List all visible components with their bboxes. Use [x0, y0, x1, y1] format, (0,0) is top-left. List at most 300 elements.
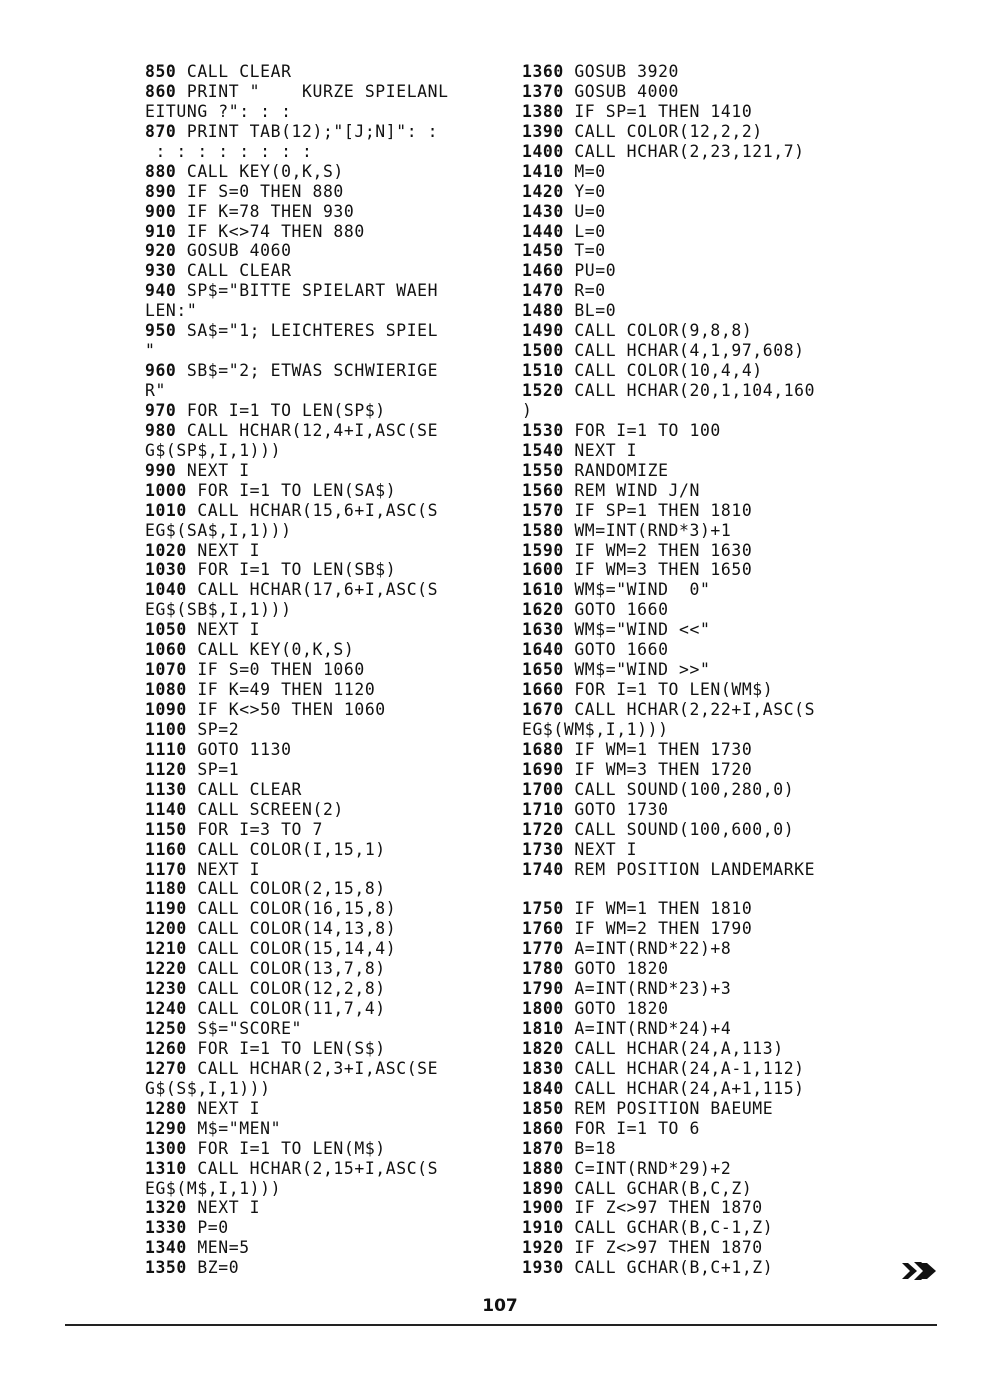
code-text: IF WM=1 THEN 1810 [563, 899, 753, 919]
code-text: CALL COLOR(13,7,8) [186, 959, 386, 979]
line-number: 1710 [522, 799, 564, 819]
line-number: 880 [145, 161, 177, 181]
code-text: CALL HCHAR(24,A-1,112) [563, 1058, 805, 1078]
code-line [522, 1179, 872, 1199]
line-number: 990 [145, 460, 177, 480]
code-text: NEXT I [563, 839, 638, 859]
code-text: CALL SOUND(100,600,0) [563, 819, 795, 839]
line-number: 1530 [522, 420, 564, 440]
line-number: 1370 [522, 81, 564, 101]
code-text: EG$(M$,I,1))) [145, 1178, 282, 1198]
code-text: GOSUB 3920 [563, 62, 680, 81]
code-line [522, 1019, 872, 1039]
line-number: 1440 [522, 221, 564, 241]
code-line [522, 720, 872, 740]
code-line [145, 560, 495, 580]
code-text: IF WM=2 THEN 1790 [563, 919, 753, 939]
code-line [145, 1159, 495, 1179]
code-text: GOSUB 4000 [563, 81, 680, 101]
code-line [145, 202, 495, 222]
line-number: 1030 [145, 560, 187, 580]
code-line [522, 740, 872, 760]
code-text: NEXT I [186, 1098, 261, 1118]
code-text: R=0 [563, 281, 606, 301]
code-line [145, 1119, 495, 1139]
code-line [522, 700, 872, 720]
code-line [145, 341, 495, 361]
code-text: REM POSITION BAEUME [563, 1098, 774, 1118]
code-line [145, 461, 495, 481]
code-text: EITUNG ?": : : [145, 101, 292, 121]
code-text: " [145, 341, 156, 361]
code-text: BL=0 [563, 301, 617, 321]
double-arrow-right-icon [902, 1262, 936, 1280]
line-number: 1630 [522, 620, 564, 640]
code-line [145, 1059, 495, 1079]
code-line [522, 939, 872, 959]
code-line [522, 62, 872, 82]
line-number: 1090 [145, 700, 187, 719]
code-line [145, 1179, 495, 1199]
code-text: CALL GCHAR(B,C-1,Z) [563, 1218, 774, 1238]
code-line [145, 421, 495, 441]
code-line [522, 860, 872, 880]
line-number: 1730 [522, 839, 564, 859]
line-number: 1910 [522, 1218, 564, 1238]
code-line [145, 860, 495, 880]
line-number: 1450 [522, 241, 564, 261]
line-number: 1600 [522, 560, 564, 580]
code-text: SP$="BITTE SPIELART WAEH [176, 281, 439, 301]
line-number: 1350 [145, 1258, 187, 1278]
code-text: FOR I=1 TO LEN(SB$) [186, 560, 397, 580]
code-text: IF Z<>97 THEN 1870 [563, 1198, 763, 1218]
code-line [522, 1059, 872, 1079]
code-text: FOR I=1 TO LEN(S$) [186, 1038, 386, 1058]
line-number: 1280 [145, 1098, 187, 1118]
code-text: CALL SCREEN(2) [186, 799, 344, 819]
line-number: 1020 [145, 540, 187, 560]
code-text: GOTO 1660 [563, 600, 669, 620]
line-number: 1430 [522, 201, 564, 221]
code-line [522, 441, 872, 461]
line-number: 1130 [145, 779, 187, 799]
code-line [145, 361, 495, 381]
line-number: 940 [145, 281, 177, 301]
code-text: BZ=0 [186, 1258, 240, 1278]
code-text: R" [145, 381, 166, 400]
line-number: 960 [145, 361, 177, 381]
code-line [145, 660, 495, 680]
code-line [145, 321, 495, 341]
line-number: 1260 [145, 1038, 187, 1058]
line-number: 1160 [145, 839, 187, 859]
line-number: 1650 [522, 660, 564, 680]
code-text: CALL SOUND(100,280,0) [563, 779, 795, 799]
line-number: 1410 [522, 161, 564, 181]
code-line [522, 1159, 872, 1179]
code-text: B=18 [563, 1138, 617, 1158]
line-number: 1180 [145, 879, 187, 899]
code-line [145, 740, 495, 760]
code-text: CALL HCHAR(15,6+I,ASC(S [186, 500, 439, 520]
line-number: 1320 [145, 1198, 187, 1218]
line-number: 900 [145, 201, 177, 221]
code-text: CALL HCHAR(12,4+I,ASC(SE [176, 420, 439, 440]
code-line [145, 261, 495, 281]
line-number: 1500 [522, 341, 564, 361]
code-line [522, 381, 872, 401]
code-line [522, 680, 872, 700]
code-line [145, 481, 495, 501]
line-number: 1820 [522, 1038, 564, 1058]
code-line [145, 780, 495, 800]
line-number: 1470 [522, 281, 564, 301]
code-text: IF WM=2 THEN 1630 [563, 540, 753, 560]
line-number: 1420 [522, 181, 564, 201]
code-text: : : : : : : : : [145, 141, 313, 161]
code-text: RANDOMIZE [563, 460, 669, 480]
code-text: SB$="2; ETWAS SCHWIERIGE [176, 361, 439, 381]
line-number: 1070 [145, 660, 187, 680]
line-number: 1060 [145, 640, 187, 660]
code-text: PU=0 [563, 261, 617, 281]
line-number: 1150 [145, 819, 187, 839]
line-number: 1880 [522, 1158, 564, 1178]
code-line [145, 501, 495, 521]
code-text: CALL COLOR(11,7,4) [186, 999, 386, 1019]
code-text: SA$="1; LEICHTERES SPIEL [176, 321, 439, 341]
line-number: 890 [145, 181, 177, 201]
code-line [522, 102, 872, 122]
code-line [522, 541, 872, 561]
line-number: 950 [145, 321, 177, 341]
line-number: 1040 [145, 580, 187, 600]
code-text: GOTO 1660 [563, 640, 669, 660]
line-number: 1560 [522, 480, 564, 500]
code-text: CALL HCHAR(2,23,121,7) [563, 141, 805, 161]
line-number: 1810 [522, 1019, 564, 1038]
code-line [522, 840, 872, 860]
line-number: 1580 [522, 520, 564, 540]
code-text: PRINT TAB(12);"[J;N]": : [176, 121, 439, 141]
code-line [522, 401, 872, 421]
code-text: FOR I=1 TO LEN(WM$) [563, 680, 774, 700]
line-number: 1480 [522, 301, 564, 321]
code-text: CALL KEY(0,K,S) [186, 640, 355, 660]
code-line [522, 241, 872, 261]
line-number: 1340 [145, 1238, 187, 1258]
line-number: 970 [145, 400, 177, 420]
line-number: 1080 [145, 680, 187, 700]
code-text: NEXT I [563, 440, 638, 460]
code-line [522, 800, 872, 820]
line-number: 1000 [145, 480, 187, 500]
line-number: 850 [145, 62, 177, 81]
line-number: 920 [145, 241, 177, 261]
code-line [522, 1198, 872, 1218]
code-line [522, 521, 872, 541]
code-line [145, 1019, 495, 1039]
code-line [522, 461, 872, 481]
code-text: PRINT " KURZE SPIELANL [176, 81, 449, 101]
code-line [522, 780, 872, 800]
code-line [522, 321, 872, 341]
code-line [522, 919, 872, 939]
code-text: FOR I=1 TO LEN(SP$) [176, 400, 386, 420]
line-number: 1250 [145, 1019, 187, 1038]
line-number: 860 [145, 81, 177, 101]
code-line [522, 1099, 872, 1119]
line-number: 1170 [145, 859, 187, 879]
code-text: CALL HCHAR(24,A,113) [563, 1038, 784, 1058]
line-number: 1780 [522, 959, 564, 979]
line-number: 1490 [522, 321, 564, 341]
code-text: CALL COLOR(14,13,8) [186, 919, 397, 939]
code-text: GOTO 1130 [186, 739, 292, 759]
line-number: 1270 [145, 1058, 187, 1078]
line-number: 1660 [522, 680, 564, 700]
code-line [522, 879, 872, 899]
code-line [522, 162, 872, 182]
line-number: 1210 [145, 939, 187, 959]
line-number: 1570 [522, 500, 564, 520]
code-text: P=0 [186, 1218, 229, 1238]
code-text: CALL HCHAR(2,15+I,ASC(S [186, 1158, 439, 1178]
code-text: IF WM=1 THEN 1730 [563, 739, 753, 759]
code-text: CALL CLEAR [176, 62, 292, 81]
code-line [145, 879, 495, 899]
code-line [522, 361, 872, 381]
code-line [522, 1139, 872, 1159]
code-text: EG$(SB$,I,1))) [145, 600, 292, 620]
line-number: 1610 [522, 580, 564, 600]
code-text: IF Z<>97 THEN 1870 [563, 1238, 763, 1258]
code-line [522, 760, 872, 780]
code-text: SP=2 [186, 719, 240, 739]
footer-divider [65, 1324, 937, 1326]
code-line [145, 1139, 495, 1159]
code-line [145, 1258, 495, 1278]
code-line [522, 1039, 872, 1059]
code-line [145, 580, 495, 600]
code-text: T=0 [563, 241, 606, 261]
line-number: 1220 [145, 959, 187, 979]
code-line [522, 979, 872, 999]
code-text: G$(SP$,I,1))) [145, 440, 282, 460]
line-number: 1760 [522, 919, 564, 939]
code-text: MEN=5 [186, 1238, 250, 1258]
line-number: 1930 [522, 1258, 564, 1278]
line-number: 930 [145, 261, 177, 281]
line-number: 1200 [145, 919, 187, 939]
code-text: FOR I=1 TO LEN(SA$) [186, 480, 397, 500]
line-number: 1310 [145, 1158, 187, 1178]
code-text: WM=INT(RND*3)+1 [563, 520, 732, 540]
line-number: 1920 [522, 1238, 564, 1258]
code-line [145, 441, 495, 461]
line-number: 1380 [522, 101, 564, 121]
line-number: 1800 [522, 999, 564, 1019]
line-number: 1860 [522, 1118, 564, 1138]
code-text: EG$(SA$,I,1))) [145, 520, 292, 540]
code-line [145, 700, 495, 720]
code-text: REM POSITION LANDEMARKE [563, 859, 816, 879]
line-number: 1700 [522, 779, 564, 799]
code-text: IF WM=3 THEN 1720 [563, 759, 753, 779]
code-text: NEXT I [176, 460, 250, 480]
code-line [522, 1238, 872, 1258]
code-line [522, 481, 872, 501]
code-line [145, 122, 495, 142]
code-line [522, 1258, 872, 1278]
code-line [522, 261, 872, 281]
code-line [145, 620, 495, 640]
code-line [145, 1218, 495, 1238]
code-text: IF S=0 THEN 1060 [186, 660, 365, 680]
code-line [522, 281, 872, 301]
code-text: IF S=0 THEN 880 [176, 181, 344, 201]
code-line [522, 660, 872, 680]
line-number: 1360 [522, 62, 564, 81]
code-text: REM WIND J/N [563, 480, 700, 500]
code-text: NEXT I [186, 1198, 261, 1218]
code-line [522, 142, 872, 162]
code-line [145, 959, 495, 979]
code-line [522, 341, 872, 361]
code-line [522, 600, 872, 620]
page-number: 107 [482, 1296, 518, 1316]
code-line [145, 162, 495, 182]
code-line [145, 1238, 495, 1258]
code-text: CALL HCHAR(17,6+I,ASC(S [186, 580, 439, 600]
code-line [145, 1079, 495, 1099]
line-number: 1110 [145, 739, 187, 759]
code-text: CALL COLOR(9,8,8) [563, 321, 753, 341]
code-text: M=0 [563, 161, 606, 181]
code-text: FOR I=3 TO 7 [186, 819, 323, 839]
line-number: 1720 [522, 819, 564, 839]
code-line [145, 640, 495, 660]
line-number: 910 [145, 221, 177, 241]
code-line [522, 1218, 872, 1238]
line-number: 1590 [522, 540, 564, 560]
code-line [145, 1198, 495, 1218]
code-text: IF SP=1 THEN 1810 [563, 500, 753, 520]
code-line [522, 1079, 872, 1099]
code-line [522, 421, 872, 441]
code-line [145, 899, 495, 919]
code-line [522, 580, 872, 600]
code-line [522, 1119, 872, 1139]
code-text: IF WM=3 THEN 1650 [563, 560, 753, 580]
code-line [145, 82, 495, 102]
line-number: 1300 [145, 1138, 187, 1158]
line-number: 1290 [145, 1118, 187, 1138]
code-text: GOTO 1730 [563, 799, 669, 819]
code-line [522, 222, 872, 242]
code-line [145, 939, 495, 959]
line-number: 980 [145, 420, 177, 440]
code-text: CALL COLOR(10,4,4) [563, 361, 763, 381]
code-text: NEXT I [186, 859, 261, 879]
code-line [145, 919, 495, 939]
code-text: CALL CLEAR [176, 261, 292, 281]
line-number: 1890 [522, 1178, 564, 1198]
code-line [145, 381, 495, 401]
code-line [522, 620, 872, 640]
code-text: C=INT(RND*29)+2 [563, 1158, 732, 1178]
line-number: 1870 [522, 1138, 564, 1158]
code-text: GOTO 1820 [563, 999, 669, 1019]
line-number: 870 [145, 121, 177, 141]
code-line [522, 301, 872, 321]
code-text: EG$(WM$,I,1))) [522, 719, 669, 739]
code-text: IF SP=1 THEN 1410 [563, 101, 753, 121]
code-text: FOR I=1 TO 100 [563, 420, 721, 440]
code-line [522, 501, 872, 521]
code-line [145, 281, 495, 301]
code-line [145, 301, 495, 321]
code-text: IF K=49 THEN 1120 [186, 680, 376, 700]
code-text: CALL GCHAR(B,C+1,Z) [563, 1258, 774, 1278]
line-number: 1540 [522, 440, 564, 460]
code-line [522, 959, 872, 979]
code-text: CALL COLOR(12,2,2) [563, 121, 763, 141]
line-number: 1460 [522, 261, 564, 281]
line-number: 1750 [522, 899, 564, 919]
code-text: A=INT(RND*22)+8 [563, 939, 732, 959]
code-text: CALL COLOR(12,2,8) [186, 979, 386, 999]
line-number: 1330 [145, 1218, 187, 1238]
code-text: SP=1 [186, 759, 240, 779]
code-line [522, 182, 872, 202]
code-text: WM$="WIND >>" [563, 660, 711, 680]
code-line [145, 62, 495, 82]
line-number: 1830 [522, 1058, 564, 1078]
code-line [522, 899, 872, 919]
code-line [145, 800, 495, 820]
code-line [145, 760, 495, 780]
code-text: U=0 [563, 201, 606, 221]
line-number: 1510 [522, 361, 564, 381]
line-number: 1050 [145, 620, 187, 640]
code-line [145, 222, 495, 242]
code-line [522, 82, 872, 102]
code-line [145, 142, 495, 162]
line-number: 1690 [522, 759, 564, 779]
code-line [145, 102, 495, 122]
line-number: 1620 [522, 600, 564, 620]
line-number: 1520 [522, 381, 564, 400]
code-text: G$(S$,I,1))) [145, 1078, 271, 1098]
code-text: ) [522, 400, 533, 420]
line-number: 1240 [145, 999, 187, 1019]
code-line [522, 820, 872, 840]
code-text: GOSUB 4060 [176, 241, 292, 261]
code-line [145, 840, 495, 860]
line-number: 1230 [145, 979, 187, 999]
code-text: S$="SCORE" [186, 1019, 303, 1038]
code-line [145, 1039, 495, 1059]
code-listing-right-column [522, 62, 872, 1278]
line-number: 1120 [145, 759, 187, 779]
code-line [145, 401, 495, 421]
code-text: A=INT(RND*24)+4 [563, 1019, 732, 1038]
code-text: LEN:" [145, 301, 198, 321]
line-number: 1740 [522, 859, 564, 879]
code-line [522, 122, 872, 142]
